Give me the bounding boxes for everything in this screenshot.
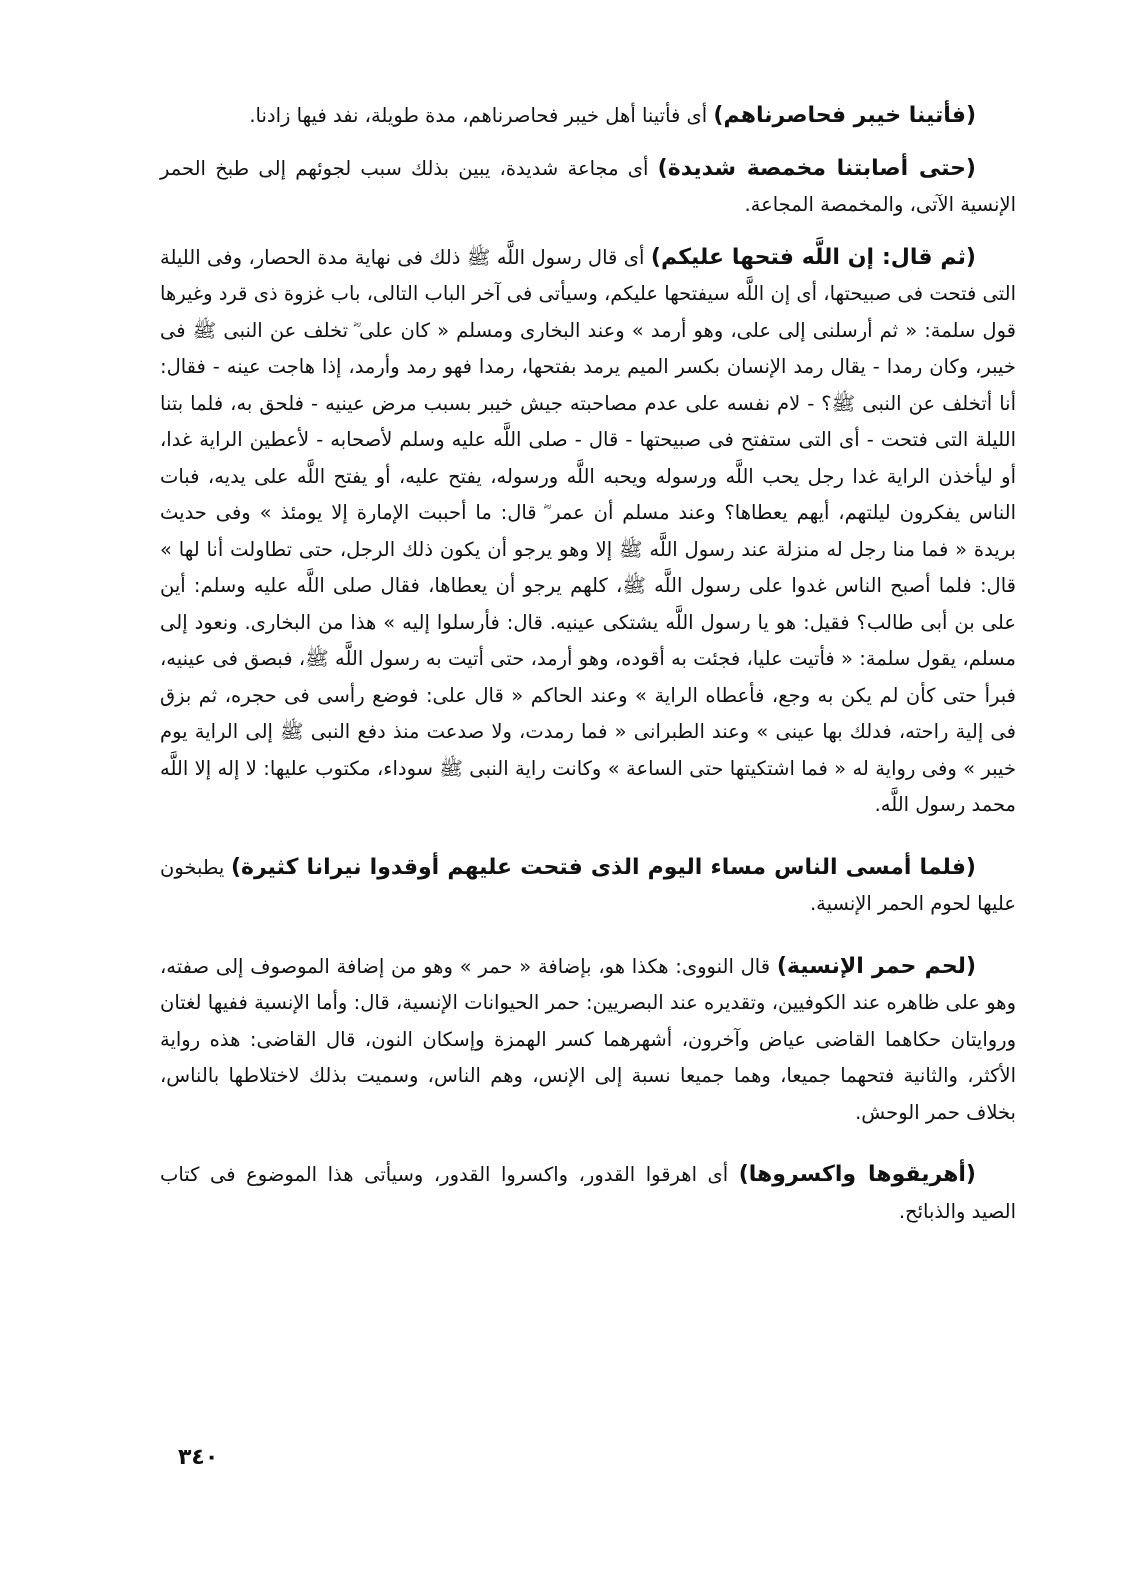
hadith-phrase: (لحم حمر الإنسية) <box>776 953 977 979</box>
explanation-text: أى فأتينا أهل خيبر فحاصرناهم، مدة طويلة، نفد فيها زادنا. <box>249 104 714 127</box>
explanation-text: أى اهرقوا القدور، واكسروا القدور، وسيأتى هذا الموضوع فى كتاب الصيد والذبائح. <box>160 1163 1016 1223</box>
commentary-paragraph <box>160 151 1016 224</box>
commentary-paragraph <box>160 98 1016 135</box>
page-number: ٣٤٠ <box>178 1445 219 1470</box>
explanation-text: يطبخون عليها لحوم الحمر الإنسية. <box>160 855 1016 915</box>
explanation-text: أى مجاعة شديدة، يبين بذلك سبب لجوئهم إلى طبخ الحمر الإنسية الآتى، والمخمصة المجاعة. <box>160 156 1016 216</box>
commentary-paragraph <box>160 850 1016 923</box>
commentary-paragraph <box>160 240 1016 824</box>
hadith-phrase: (حتى أصابتنا مخمصة شديدة) <box>657 155 976 181</box>
hadith-phrase: (فأتينا خيبر فحاصرناهم) <box>713 103 976 128</box>
page-body <box>160 98 1016 1230</box>
hadith-phrase: (فلما أمسى الناس مساء اليوم الذى فتحت عليهم أوقدوا نيرانا كثيرة) <box>230 854 976 880</box>
commentary-paragraph <box>160 949 1016 1132</box>
explanation-text: قال النووى: هكذا هو، بإضافة « حمر » وهو من إضافة الموصوف إلى صفته، وهو على ظاهره عند الكوفيين، وتقديره عند البصريين: حمر الحيوانات الإنسية، قال: وأما الإنسية ففيها لغتان وروايتان حكاهما القاضى عياض وآخرون، أشهرهما كسر الهمزة وإسكان النون، قال القاضى: هذه رواية الأكثر، والثانية فتحهما جميعا، وهما جميعا نسبة إلى الإنس، وهم الناس، وسميت بذلك لاختلاطها بالناس، بخلاف حمر الوحش. <box>160 954 1016 1124</box>
explanation-text: أى قال رسول اللَّه ﷺ ذلك فى نهاية مدة الحصار، وفى الليلة التى فتحت فى صبيحتها، أى إن اللَّه سيفتحها عليكم، وسيأتى فى آخر الباب التالى، باب غزوة ذى قرد وغيرها قول سلمة: « ثم أرسلنى إلى على، وهو أرمد » وعند البخارى ومسلم « كان على ؓ تخلف عن النبى ﷺ فى خيبر، وكان رمدا - يقال رمد الإنسان بكسر الميم يرمد بفتحها، رمدا فهو رمد وأرمد، إذا هاجت عينه - فقال: أنا أتخلف عن النبى ﷺ؟ - لام نفسه على عدم مصاحبته جيش خيبر بسبب مرض عينيه - فلحق به، فلما بتنا الليلة التى فتحت - أى التى ستفتح فى صبيحتها - قال - صلى اللَّه عليه وسلم لأصحابه - لأعطين الراية غدا، أو ليأخذن الراية غدا رجل يحب اللَّه ورسوله ويحبه اللَّه ورسوله، يفتح عليه، أو يفتح اللَّه على يديه، فبات الناس يفكرون ليلتهم، أيهم يعطاها؟ وعند مسلم أن عمر ؓ قال: ما أحببت الإمارة إلا يومئذ » وفى حديث بريدة « فما منا رجل له منزلة عند رسول اللَّه ﷺ إلا وهو يرجو أن يكون ذلك الرجل، حتى تطاولت أنا لها » قال: فلما أصبح الناس غدوا على رسول اللَّه ﷺ، كلهم يرجو أن يعطاها، فقال صلى اللَّه عليه وسلم: أين على بن أبى طالب؟ فقيل: هو يا رسول اللَّه يشتكى عينيه. قال: فأرسلوا إليه » هذا من البخارى. ونعود إلى مسلم، يقول سلمة: « فأتيت عليا، فجئت به أقوده، وهو أرمد، حتى أتيت به رسول اللَّه ﷺ، فبصق فى عينيه، فبرأ حتى كأن لم يكن به وجع، فأعطاه الراية » وعند الحاكم « قال على: فوضع رأسى فى حجره، ثم بزق فى إلية راحته، فدلك بها عينى » وعند الطبرانى « فما رمدت، ولا صدعت منذ دفع النبى ﷺ إلى الراية يوم خيبر » وفى رواية له « فما اشتكيتها حتى الساعة » وكانت راية النبى ﷺ سوداء، مكتوب عليها: لا إله إلا اللَّه محمد رسول اللَّه. <box>160 245 1016 816</box>
commentary-paragraph <box>160 1157 1016 1230</box>
hadith-phrase: (أهريقوها واكسروها) <box>738 1162 976 1187</box>
hadith-phrase: (ثم قال: إن اللَّه فتحها عليكم) <box>650 244 976 270</box>
